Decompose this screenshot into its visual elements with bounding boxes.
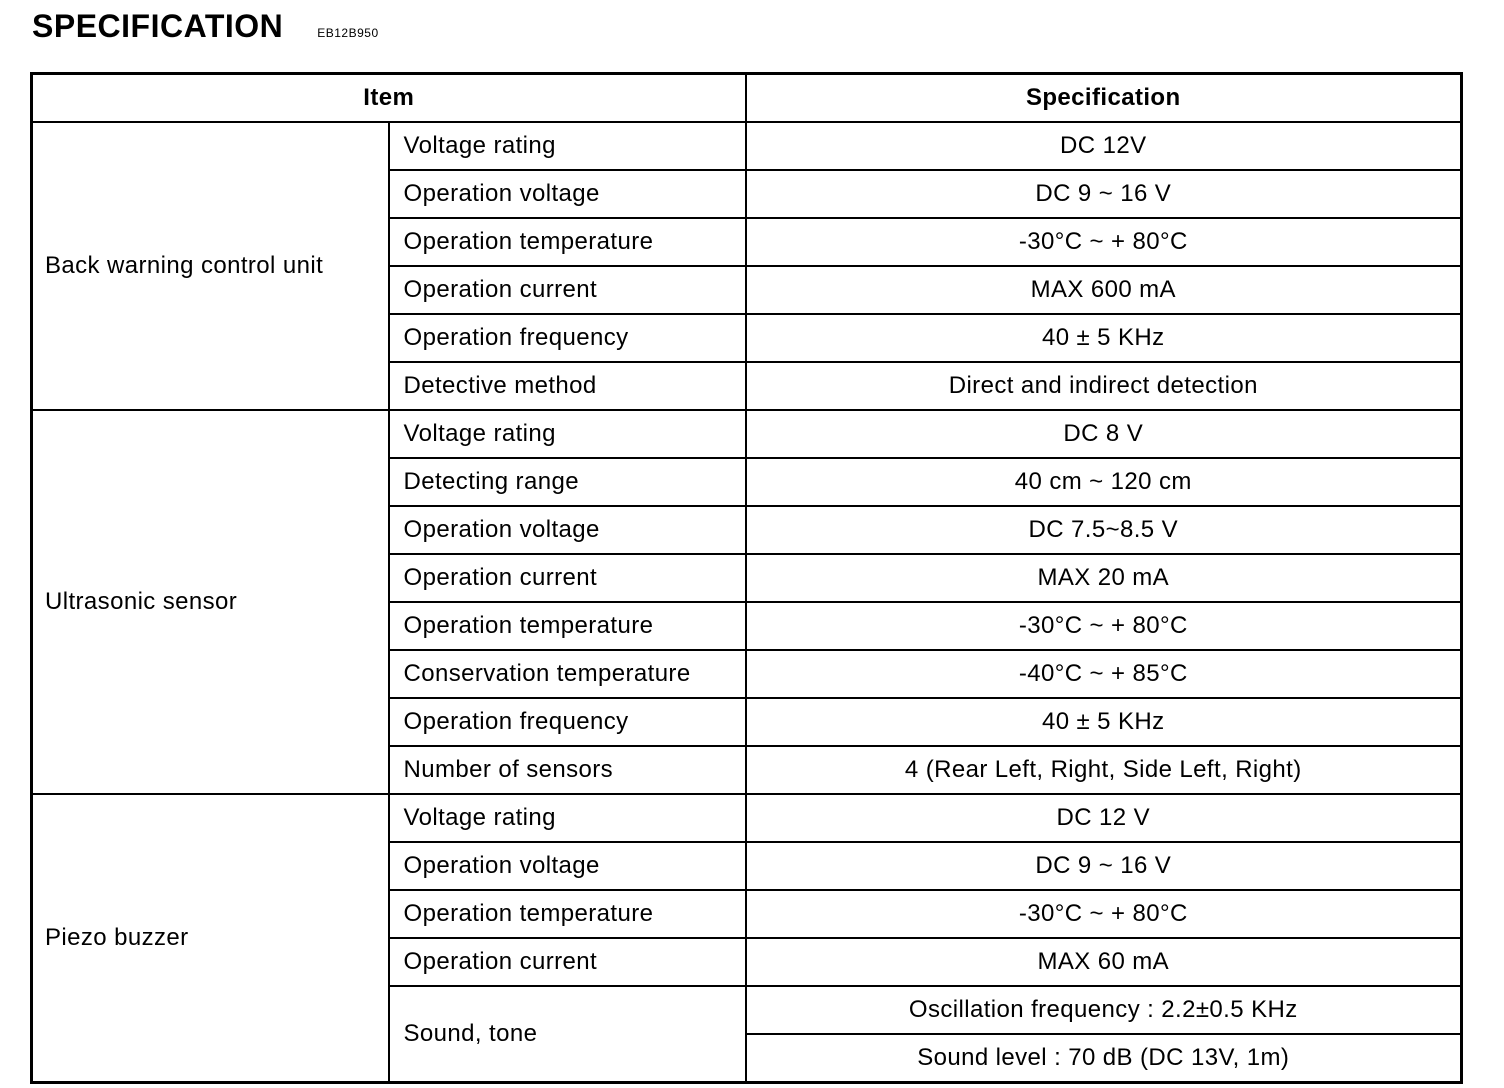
- item-label: Operation current: [389, 266, 746, 314]
- item-label: Operation temperature: [389, 218, 746, 266]
- item-label: Detective method: [389, 362, 746, 410]
- table-row: [32, 410, 1462, 458]
- spec-value: Sound level : 70 dB (DC 13V, 1m): [746, 1034, 1462, 1083]
- table-row: [32, 122, 1462, 170]
- spec-value: DC 12V: [746, 122, 1462, 170]
- item-label: Operation voltage: [389, 170, 746, 218]
- item-column-header: Item: [32, 74, 746, 123]
- spec-value: 40 ± 5 KHz: [746, 314, 1462, 362]
- item-label: Detecting range: [389, 458, 746, 506]
- title-row: [32, 8, 379, 48]
- spec-value: MAX 60 mA: [746, 938, 1462, 986]
- item-label: Voltage rating: [389, 410, 746, 458]
- spec-value: DC 9 ~ 16 V: [746, 842, 1462, 890]
- spec-value: DC 12 V: [746, 794, 1462, 842]
- item-label: Operation temperature: [389, 890, 746, 938]
- item-label: Operation frequency: [389, 314, 746, 362]
- group-label: Back warning control unit: [32, 122, 389, 410]
- item-label: Operation current: [389, 938, 746, 986]
- table-header-row: [32, 74, 1462, 123]
- spec-value: -30°C ~ + 80°C: [746, 602, 1462, 650]
- spec-value: -30°C ~ + 80°C: [746, 890, 1462, 938]
- spec-value: -30°C ~ + 80°C: [746, 218, 1462, 266]
- document-code: EB12B950: [317, 26, 379, 40]
- item-label: Operation current: [389, 554, 746, 602]
- spec-value: DC 7.5~8.5 V: [746, 506, 1462, 554]
- spec-value: Direct and indirect detection: [746, 362, 1462, 410]
- page-title: SPECIFICATION: [32, 8, 284, 44]
- spec-value: DC 8 V: [746, 410, 1462, 458]
- spec-value: MAX 600 mA: [746, 266, 1462, 314]
- item-label: Operation voltage: [389, 506, 746, 554]
- spec-value: MAX 20 mA: [746, 554, 1462, 602]
- item-label: Voltage rating: [389, 794, 746, 842]
- spec-value: DC 9 ~ 16 V: [746, 170, 1462, 218]
- specification-column-header: Specification: [746, 74, 1462, 123]
- spec-value: 4 (Rear Left, Right, Side Left, Right): [746, 746, 1462, 794]
- specification-table: [30, 72, 1463, 1084]
- item-label: Operation frequency: [389, 698, 746, 746]
- item-label: Sound, tone: [389, 986, 746, 1083]
- spec-value: -40°C ~ + 85°C: [746, 650, 1462, 698]
- item-label: Operation voltage: [389, 842, 746, 890]
- group-label: Ultrasonic sensor: [32, 410, 389, 794]
- item-label: Number of sensors: [389, 746, 746, 794]
- spec-value: 40 ± 5 KHz: [746, 698, 1462, 746]
- item-label: Voltage rating: [389, 122, 746, 170]
- group-label: Piezo buzzer: [32, 794, 389, 1083]
- spec-value: Oscillation frequency : 2.2±0.5 KHz: [746, 986, 1462, 1034]
- item-label: Operation temperature: [389, 602, 746, 650]
- spec-value: 40 cm ~ 120 cm: [746, 458, 1462, 506]
- table-row: [32, 794, 1462, 842]
- item-label: Conservation temperature: [389, 650, 746, 698]
